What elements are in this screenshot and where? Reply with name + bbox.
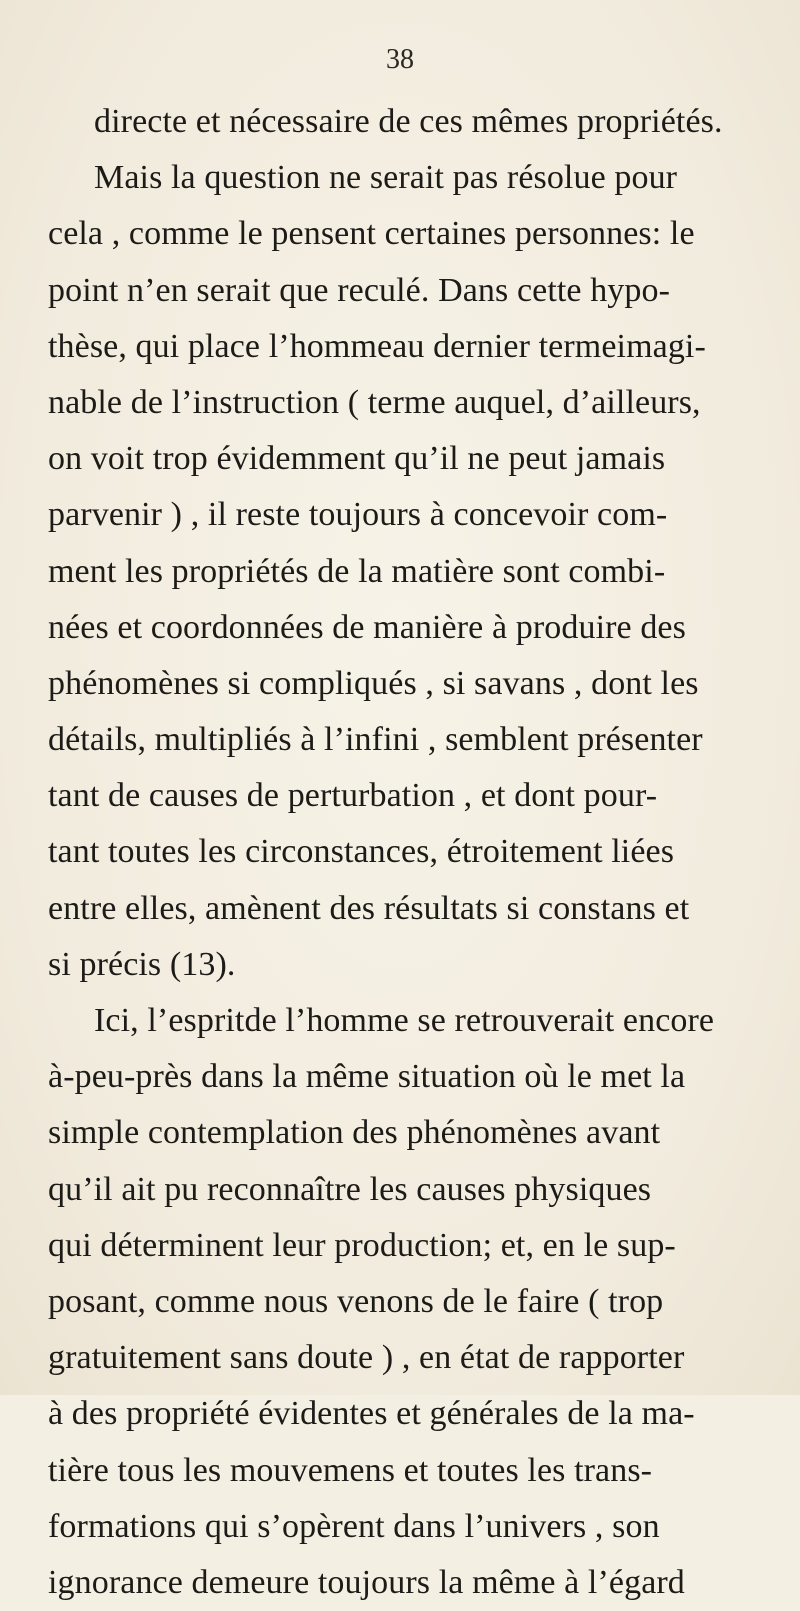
text-line: parvenir ) , il reste toujours à concevoir com-	[48, 496, 668, 534]
text-line: point n’en serait que reculé. Dans cette hypo-	[48, 271, 671, 309]
text-line: Mais la question ne serait pas résolue pour	[94, 159, 678, 197]
page-number: 38	[386, 44, 414, 75]
text-line: Ici, l’espritde l’homme se retrouverait encore	[94, 1002, 715, 1039]
text-line: simple contemplation des phénomènes avant	[48, 1114, 661, 1152]
text-line: nable de l’instruction ( terme auquel, d’ailleurs,	[48, 383, 701, 421]
text-line: à-peu-près dans la même situation où le met la	[48, 1058, 686, 1096]
text-line: tant de causes de perturbation , et dont pour-	[48, 777, 658, 815]
text-line: tière tous les mouvemens et toutes les trans-	[48, 1451, 653, 1489]
text-line: si précis (13).	[48, 945, 236, 983]
text-line: cela , comme le pensent certaines personnes: le	[48, 215, 695, 253]
text-line: ignorance demeure toujours la même à l’égard	[48, 1563, 685, 1601]
text-line: détails, multipliés à l’infini , semblent présenter	[48, 721, 703, 759]
text-line: gratuitement sans doute ) , en état de rapporter	[48, 1339, 685, 1377]
text-line: ment les propriétés de la matière sont combi-	[48, 552, 666, 590]
text-line: on voit trop évidemment qu’il ne peut jamais	[48, 440, 666, 478]
text-line: posant, comme nous venons de le faire ( trop	[48, 1282, 664, 1320]
text-line: qui déterminent leur production; et, en le sup-	[48, 1226, 676, 1264]
text-line: nées et coordonnées de manière à produire des	[48, 608, 686, 646]
text-line: qu’il ait pu reconnaître les causes physiques	[48, 1170, 652, 1208]
body-text	[48, 94, 758, 1611]
text-line: formations qui s’opèrent dans l’univers , son	[48, 1507, 660, 1545]
text-line: directe et nécessaire de ces mêmes propriétés.	[94, 103, 723, 140]
text-line: thèse, qui place l’hommeau dernier termeimagi-	[48, 327, 706, 365]
text-line: tant toutes les circonstances, étroitement liées	[48, 833, 675, 871]
text-line: entre elles, amènent des résultats si constans et	[48, 889, 690, 927]
text-line: phénomènes si compliqués , si savans , dont les	[48, 664, 699, 702]
text-line: à des propriété évidentes et générales de la ma-	[48, 1395, 695, 1433]
